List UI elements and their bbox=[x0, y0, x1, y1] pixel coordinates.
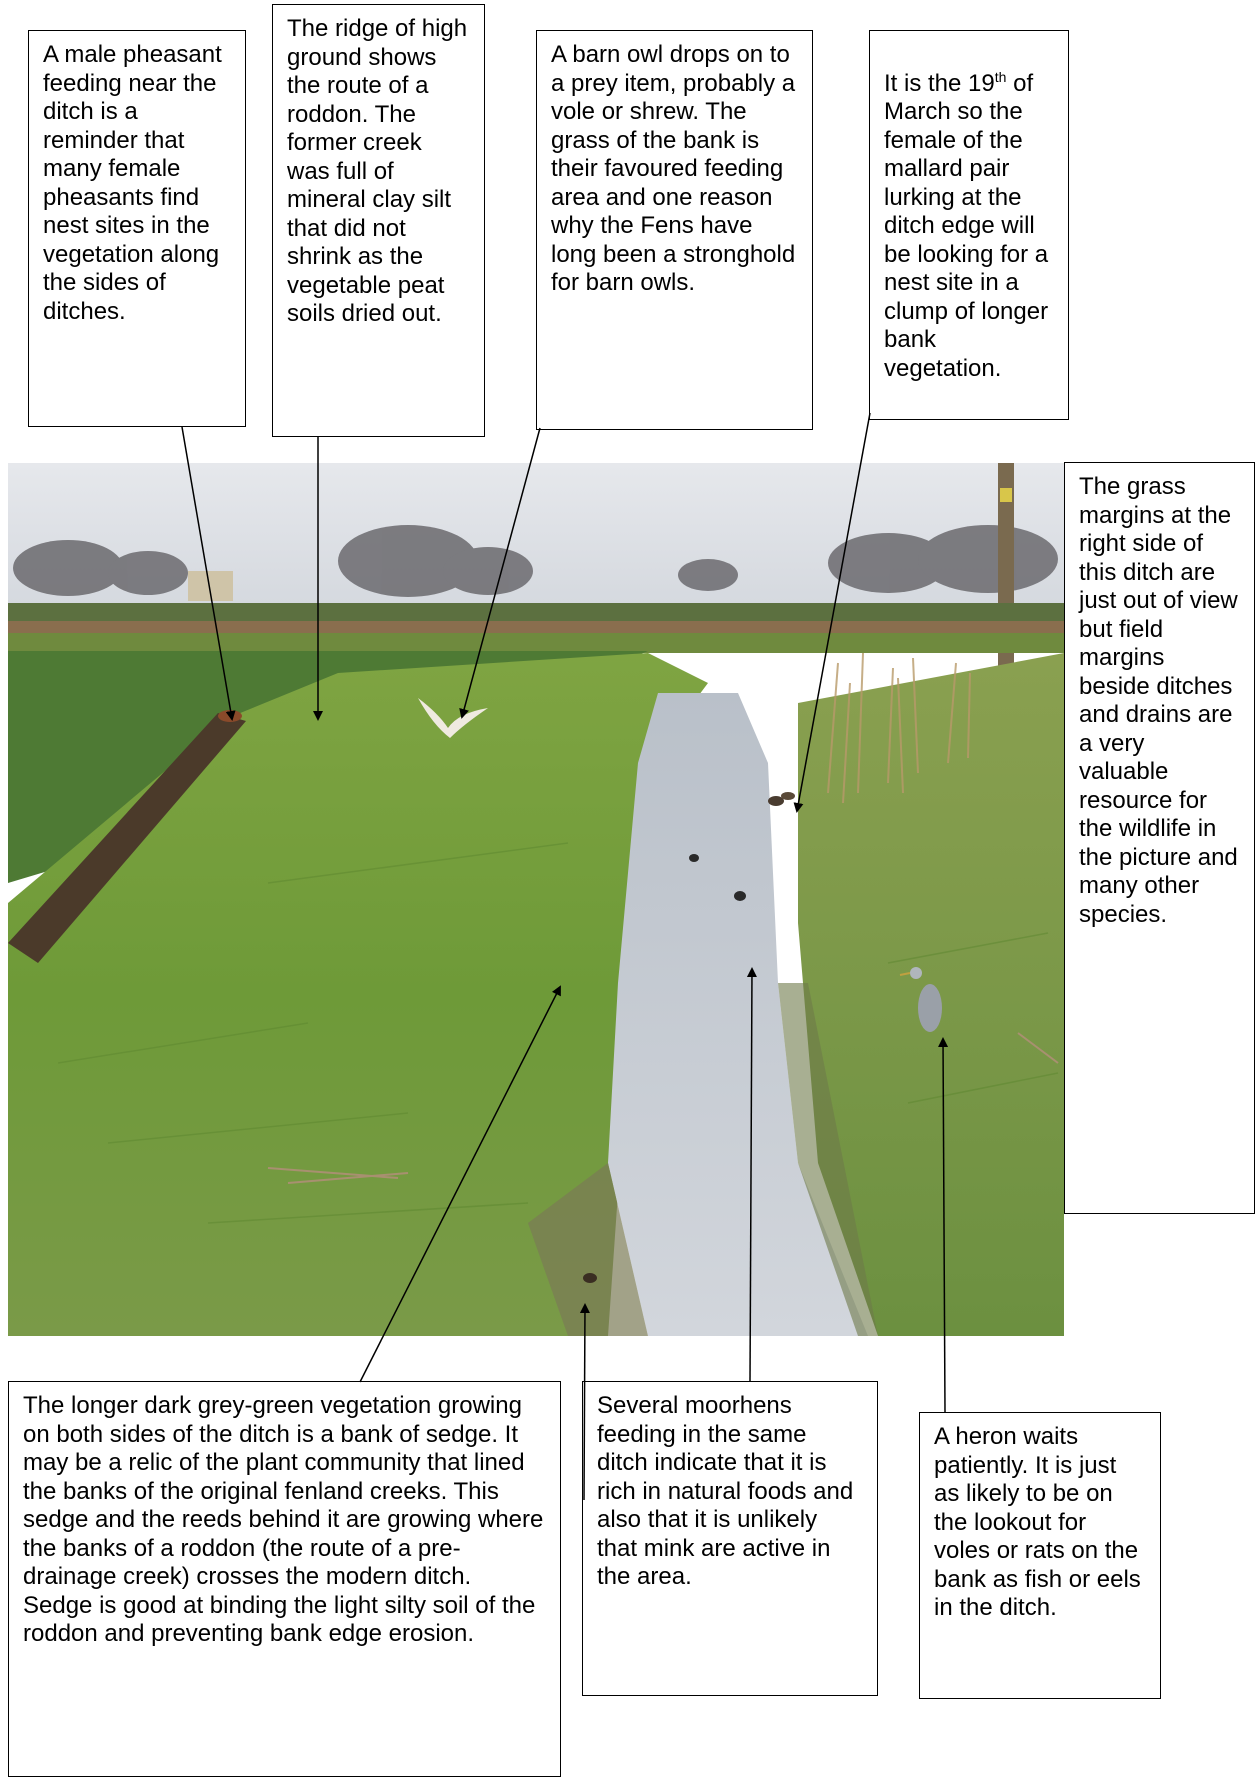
callout-pheasant: A male pheasant feeding near the ditch is a reminder that many female pheasants find nest sites in the vegetation along the sides of ditches. bbox=[28, 30, 246, 427]
ditch-scene-illustration bbox=[8, 463, 1064, 1336]
mallard-text-start: It is the 19 bbox=[884, 69, 995, 97]
moorhen bbox=[734, 891, 746, 901]
moorhen bbox=[689, 854, 699, 862]
ditch-photograph bbox=[8, 463, 1064, 1336]
callout-moorhens: Several moorhens feeding in the same ditch indicate that it is rich in natural foods and also that it is unlikely that mink are active in the area. bbox=[582, 1381, 878, 1696]
mallard-text-end: of March so the female of the mallard pair lurking at the ditch edge will be looking for a nest site in a clump of longer bank vegetation. bbox=[884, 69, 1049, 382]
moorhen bbox=[583, 1273, 597, 1283]
mallard-text-superscript: th bbox=[994, 68, 1007, 85]
callout-sedge: The longer dark grey-green vegetation growing on both sides of the ditch is a bank of sedge. It may be a relic of the plant community that lined the banks of the original fenland creeks. This sedge and the reeds behind it are growing where the banks of a roddon (the route of a pre-drainage creek) crosses the modern ditch. Sedge is good at binding the light silty soil of the roddon and preventing bank edge erosion. bbox=[8, 1381, 561, 1777]
callout-grass-margins: The grass margins at the right side of this ditch are just out of view but field margins beside ditches and drains are a very valuable resource for the wildlife in the picture and many other species. bbox=[1064, 462, 1255, 1214]
callout-heron: A heron waits patiently. It is just as likely to be on the lookout for voles or rats on the bank as fish or eels in the ditch. bbox=[919, 1412, 1161, 1699]
distant-house bbox=[188, 571, 233, 601]
callout-barn-owl: A barn owl drops on to a prey item, probably a vole or shrew. The grass of the bank is their favoured feeding area and one reason why the Fens have long been a stronghold for barn owls. bbox=[536, 30, 813, 430]
callout-ridge: The ridge of high ground shows the route of a roddon. The former creek was full of mineral clay silt that did not shrink as the vegetable peat soils dried out. bbox=[272, 4, 485, 437]
callout-mallard bbox=[869, 30, 1069, 420]
pheasant bbox=[218, 710, 242, 722]
